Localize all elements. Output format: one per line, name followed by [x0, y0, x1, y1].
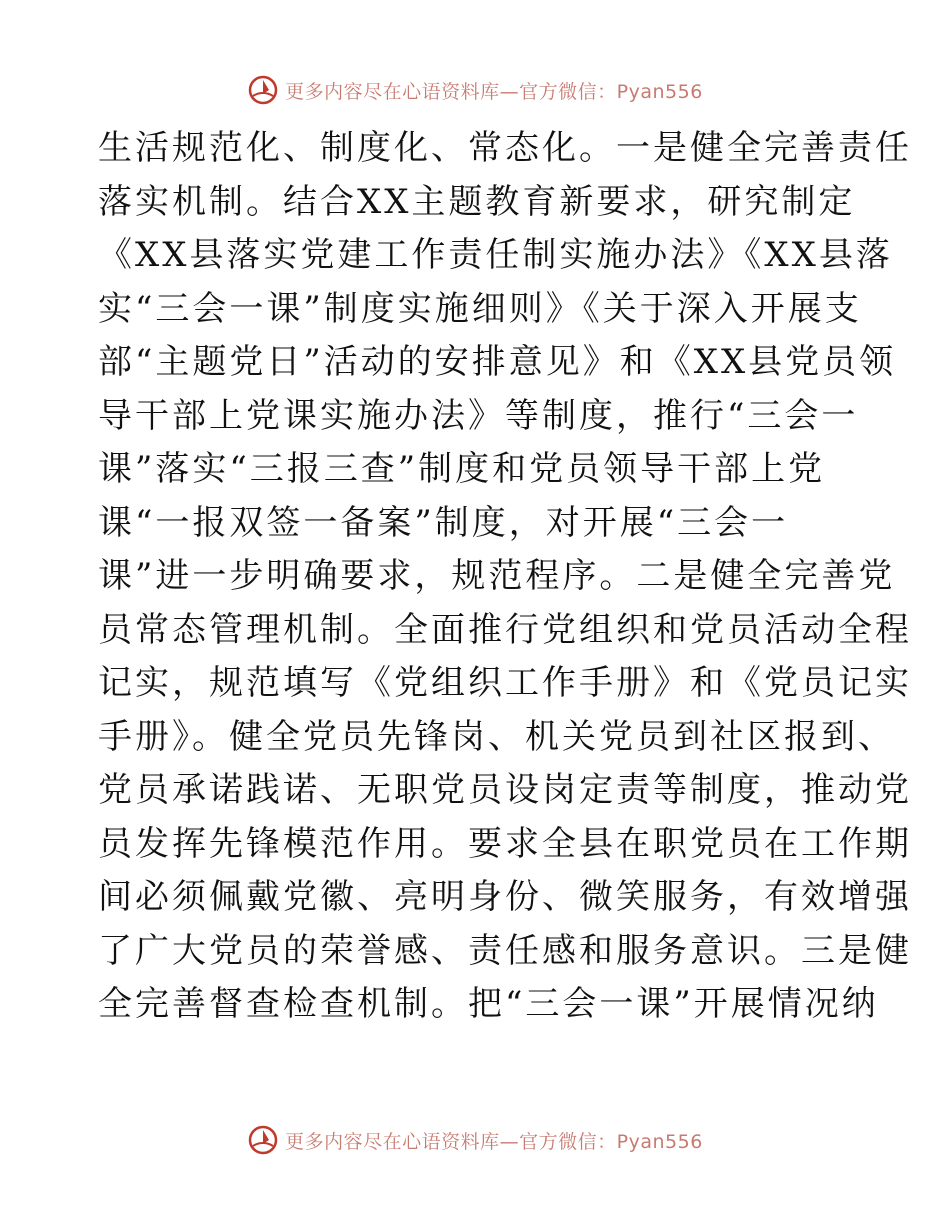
- body-line: 间必须佩戴党徽、亮明身份、微笑服务，有效增强: [98, 877, 912, 917]
- body-line: 课”进一步明确要求，规范程序。二是健全完善党: [98, 556, 896, 596]
- footer-watermark: [0, 1122, 950, 1158]
- body-line: 全完善督查检查机制。把“三会一课”开展情况纳: [98, 984, 879, 1024]
- body-line: 实“三会一课”制度实施细则》《关于深入开展支: [98, 288, 862, 329]
- watermark-text: 更多内容尽在心语资料库—官方微信：Pyan556: [285, 80, 703, 103]
- body-line: 了广大党员的荣誉感、责任感和服务意识。三是健: [98, 930, 912, 971]
- header-watermark: [0, 72, 950, 108]
- book-logo-icon: [247, 1124, 279, 1156]
- body-line: 导干部上党课实施办法》等制度，推行“三会一: [98, 395, 859, 436]
- document-body: [98, 122, 912, 1032]
- body-line: 课“一报双签一备案”制度，对开展“三会一: [98, 502, 789, 543]
- body-line: 部“主题党日”活动的安排意见》和《XX县党员领: [98, 342, 897, 382]
- body-line: 课”落实“三报三查”制度和党员领导干部上党: [98, 449, 826, 489]
- body-line: 记实，规范填写《党组织工作手册》和《党员记实: [98, 663, 912, 703]
- body-line: 党员承诺践诺、无职党员设岗定责等制度，推动党: [98, 770, 912, 810]
- body-line: 落实机制。结合XX主题教育新要求，研究制定: [98, 181, 856, 222]
- book-logo-icon: [247, 74, 279, 106]
- watermark-text: 更多内容尽在心语资料库—官方微信：Pyan556: [285, 1130, 703, 1153]
- body-line: 手册》。健全党员先锋岗、机关党员到社区报到、: [98, 716, 895, 757]
- body-line: 员发挥先锋模范作用。要求全县在职党员在工作期: [98, 823, 912, 864]
- body-line: 《XX县落实党建工作责任制实施办法》《XX县落: [98, 235, 893, 275]
- body-line: 员常态管理机制。全面推行党组织和党员活动全程: [98, 609, 912, 650]
- body-line: 生活规范化、制度化、常态化。一是健全完善责任: [98, 128, 912, 168]
